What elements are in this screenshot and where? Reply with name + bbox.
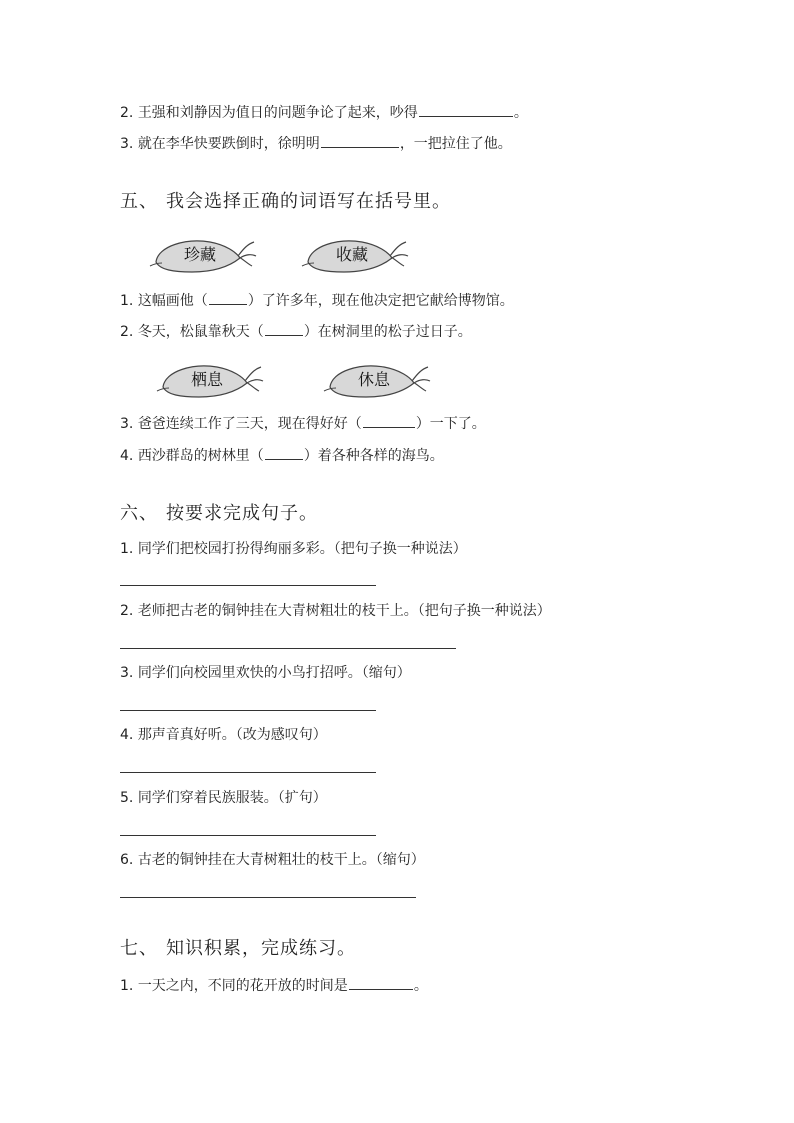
question-text: 老师把古老的铜钟挂在大青树粗壮的枝干上。（把句子换一种说法） [137, 603, 551, 619]
question-5-3 [120, 413, 486, 434]
word-option: 珍藏 [183, 245, 216, 264]
question-number: 1. [120, 293, 134, 309]
question-number: 1. [120, 978, 134, 994]
question-7-1 [120, 975, 428, 996]
answer-blank[interactable] [363, 413, 415, 428]
question-text-end: ）了许多年，现在他决定把它献给博物馆。 [247, 293, 514, 309]
answer-blank[interactable] [265, 445, 303, 460]
question-text: 那声音真好听。（改为感叹句） [137, 727, 327, 743]
section-title: 按要求完成句子。 [166, 503, 318, 524]
question-text-end: ，一把拉住了他。 [399, 136, 512, 152]
answer-blank[interactable] [321, 133, 399, 148]
question-number: 2. [120, 105, 134, 121]
question-text-end: ）着各种各样的海鸟。 [303, 448, 444, 464]
answer-blank[interactable] [209, 290, 247, 305]
section-heading-6 [120, 502, 318, 526]
word-option: 栖息 [190, 370, 223, 389]
question-5-2 [120, 321, 472, 342]
answer-line[interactable] [120, 648, 456, 649]
question-text: 古老的铜钟挂在大青树粗壮的枝干上。（缩句） [137, 852, 425, 868]
question-number: 2. [120, 324, 134, 340]
question-6-3 [120, 663, 411, 683]
question-6-1 [120, 539, 467, 559]
word-card-radish [300, 232, 410, 282]
question-number: 3. [120, 665, 134, 681]
question-number: 5. [120, 790, 134, 806]
question-text: 同学们穿着民族服装。（扩句） [137, 790, 327, 806]
question-4-2 [120, 102, 528, 123]
answer-line[interactable] [120, 897, 416, 898]
question-text: 同学们向校园里欢快的小鸟打招呼。（缩句） [137, 665, 411, 681]
question-number: 1. [120, 541, 134, 557]
question-number: 6. [120, 852, 134, 868]
word-card-radish [148, 232, 258, 282]
answer-blank[interactable] [349, 975, 413, 990]
question-number: 3. [120, 416, 134, 432]
section-title: 我会选择正确的词语写在括号里。 [166, 191, 451, 212]
section-heading-5 [120, 190, 451, 214]
section-number: 五、 [120, 191, 158, 212]
question-text: 同学们把校园打扮得绚丽多彩。（把句子换一种说法） [137, 541, 467, 557]
question-text: 一天之内，不同的花开放的时间是 [137, 978, 348, 994]
question-number: 4. [120, 727, 134, 743]
question-text-end: ）在树洞里的松子过日子。 [303, 324, 472, 340]
section-number: 六、 [120, 503, 158, 524]
word-card-radish [155, 357, 265, 407]
question-number: 2. [120, 603, 134, 619]
question-5-4 [120, 445, 444, 466]
question-6-6 [120, 850, 425, 870]
question-5-1 [120, 290, 514, 311]
answer-blank[interactable] [265, 321, 303, 336]
question-text-end: 。 [513, 105, 528, 121]
question-number: 3. [120, 136, 134, 152]
word-option: 休息 [357, 370, 390, 389]
question-text: 冬天，松鼠靠秋天（ [137, 324, 264, 340]
question-text: 爸爸连续工作了三天，现在得好好（ [137, 416, 362, 432]
word-card-radish [322, 357, 432, 407]
answer-line[interactable] [120, 772, 376, 773]
question-number: 4. [120, 448, 134, 464]
question-4-3 [120, 133, 512, 154]
question-6-5 [120, 788, 327, 808]
question-text-end: 。 [413, 978, 428, 994]
section-number: 七、 [120, 938, 158, 959]
answer-line[interactable] [120, 835, 376, 836]
answer-blank[interactable] [419, 102, 513, 117]
section-heading-7 [120, 937, 356, 961]
question-text: 就在李华快要跌倒时，徐明明 [137, 136, 320, 152]
word-option: 收藏 [335, 245, 368, 264]
question-text: 王强和刘静因为值日的问题争论了起来，吵得 [137, 105, 418, 121]
question-6-2 [120, 601, 551, 621]
question-6-4 [120, 725, 327, 745]
question-text: 西沙群岛的树林里（ [137, 448, 264, 464]
question-text: 这幅画他（ [137, 293, 208, 309]
answer-line[interactable] [120, 710, 376, 711]
section-title: 知识积累，完成练习。 [166, 938, 356, 959]
answer-line[interactable] [120, 585, 376, 586]
question-text-end: ）一下了。 [415, 416, 486, 432]
